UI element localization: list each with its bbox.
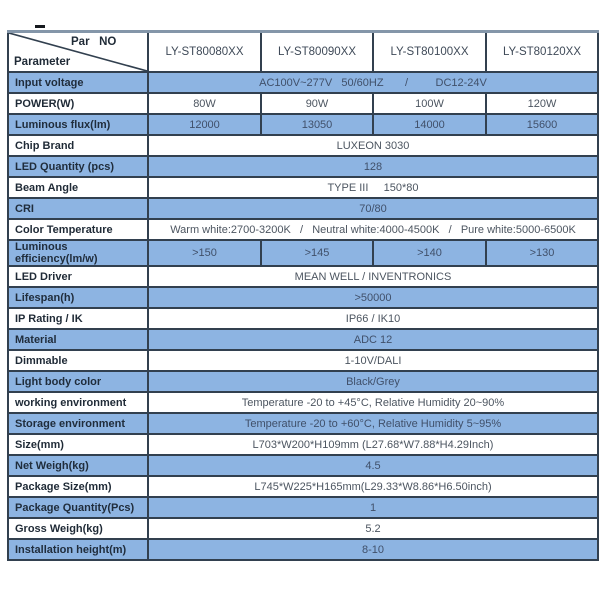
corner-cell [8, 32, 148, 73]
row-value: 13050 [261, 114, 373, 135]
table-row [8, 392, 598, 413]
stray-mark [35, 25, 45, 28]
table-row [8, 413, 598, 434]
table-row [8, 497, 598, 518]
row-label: POWER(W) [8, 93, 148, 114]
table-row [8, 287, 598, 308]
row-label: Dimmable [8, 350, 148, 371]
row-label: Chip Brand [8, 135, 148, 156]
row-value: 128 [148, 156, 598, 177]
row-value: MEAN WELL / INVENTRONICS [148, 266, 598, 287]
row-label: Luminous efficiency(lm/w) [8, 240, 148, 266]
table-row [8, 135, 598, 156]
row-label: Net Weigh(kg) [8, 455, 148, 476]
table-row [8, 266, 598, 287]
row-label: Package Quantity(Pcs) [8, 497, 148, 518]
table-row [8, 114, 598, 135]
row-value: L703*W200*H109mm (L27.68*W7.88*H4.29Inch) [148, 434, 598, 455]
table-row [8, 93, 598, 114]
row-value: >145 [261, 240, 373, 266]
header-row [8, 32, 598, 73]
row-label: Beam Angle [8, 177, 148, 198]
table-row [8, 198, 598, 219]
table-row [8, 371, 598, 392]
row-label: Installation height(m) [8, 539, 148, 560]
row-value: Warm white:2700-3200K / Neutral white:4000-4500K / Pure white:5000-6500K [148, 219, 598, 240]
table-row [8, 219, 598, 240]
row-value: 90W [261, 93, 373, 114]
column-header-model-1: LY-ST80080XX [148, 32, 261, 73]
row-value: TYPE III 150*80 [148, 177, 598, 198]
table-row [8, 240, 598, 266]
row-label: Light body color [8, 371, 148, 392]
row-value: ADC 12 [148, 329, 598, 350]
row-value: 70/80 [148, 198, 598, 219]
row-value: IP66 / IK10 [148, 308, 598, 329]
table-row [8, 455, 598, 476]
row-label: Size(mm) [8, 434, 148, 455]
column-header-model-3: LY-ST80100XX [373, 32, 486, 73]
row-value: L745*W225*H165mm(L29.33*W8.86*H6.50inch) [148, 476, 598, 497]
row-value: 14000 [373, 114, 486, 135]
row-value: 100W [373, 93, 486, 114]
row-value: 5.2 [148, 518, 598, 539]
row-label: Input voltage [8, 72, 148, 93]
row-value: 8-10 [148, 539, 598, 560]
row-value: >150 [148, 240, 261, 266]
row-value: Black/Grey [148, 371, 598, 392]
row-value: 80W [148, 93, 261, 114]
table-row [8, 329, 598, 350]
corner-top-label: Par NO [71, 36, 117, 48]
row-label: LED Driver [8, 266, 148, 287]
row-value: 1 [148, 497, 598, 518]
table-row [8, 434, 598, 455]
spec-table [7, 30, 599, 561]
table-row [8, 350, 598, 371]
table-row [8, 308, 598, 329]
row-label: working environment [8, 392, 148, 413]
row-value: >130 [486, 240, 598, 266]
row-label: Gross Weigh(kg) [8, 518, 148, 539]
row-label: LED Quantity (pcs) [8, 156, 148, 177]
row-value: >140 [373, 240, 486, 266]
row-value: 15600 [486, 114, 598, 135]
row-label: Material [8, 329, 148, 350]
table-row [8, 539, 598, 560]
row-label: Storage environment [8, 413, 148, 434]
row-value: 120W [486, 93, 598, 114]
table-row [8, 518, 598, 539]
row-value: AC100V~277V 50/60HZ / DC12-24V [148, 72, 598, 93]
row-value: Temperature -20 to +60°C, Relative Humidity 5~95% [148, 413, 598, 434]
row-value: 1-10V/DALI [148, 350, 598, 371]
row-value: >50000 [148, 287, 598, 308]
column-header-model-2: LY-ST80090XX [261, 32, 373, 73]
row-value: Temperature -20 to +45°C, Relative Humidity 20~90% [148, 392, 598, 413]
corner-bottom-label: Parameter [14, 56, 71, 68]
row-label: Lifespan(h) [8, 287, 148, 308]
row-label: CRI [8, 198, 148, 219]
row-label: IP Rating / IK [8, 308, 148, 329]
table-row [8, 177, 598, 198]
row-value: LUXEON 3030 [148, 135, 598, 156]
table-row [8, 156, 598, 177]
row-label: Color Temperature [8, 219, 148, 240]
column-header-model-4: LY-ST80120XX [486, 32, 598, 73]
row-value: 4.5 [148, 455, 598, 476]
table-row [8, 72, 598, 93]
row-label: Package Size(mm) [8, 476, 148, 497]
row-value: 12000 [148, 114, 261, 135]
table-row [8, 476, 598, 497]
spec-table-body [8, 72, 598, 560]
row-label: Luminous flux(lm) [8, 114, 148, 135]
